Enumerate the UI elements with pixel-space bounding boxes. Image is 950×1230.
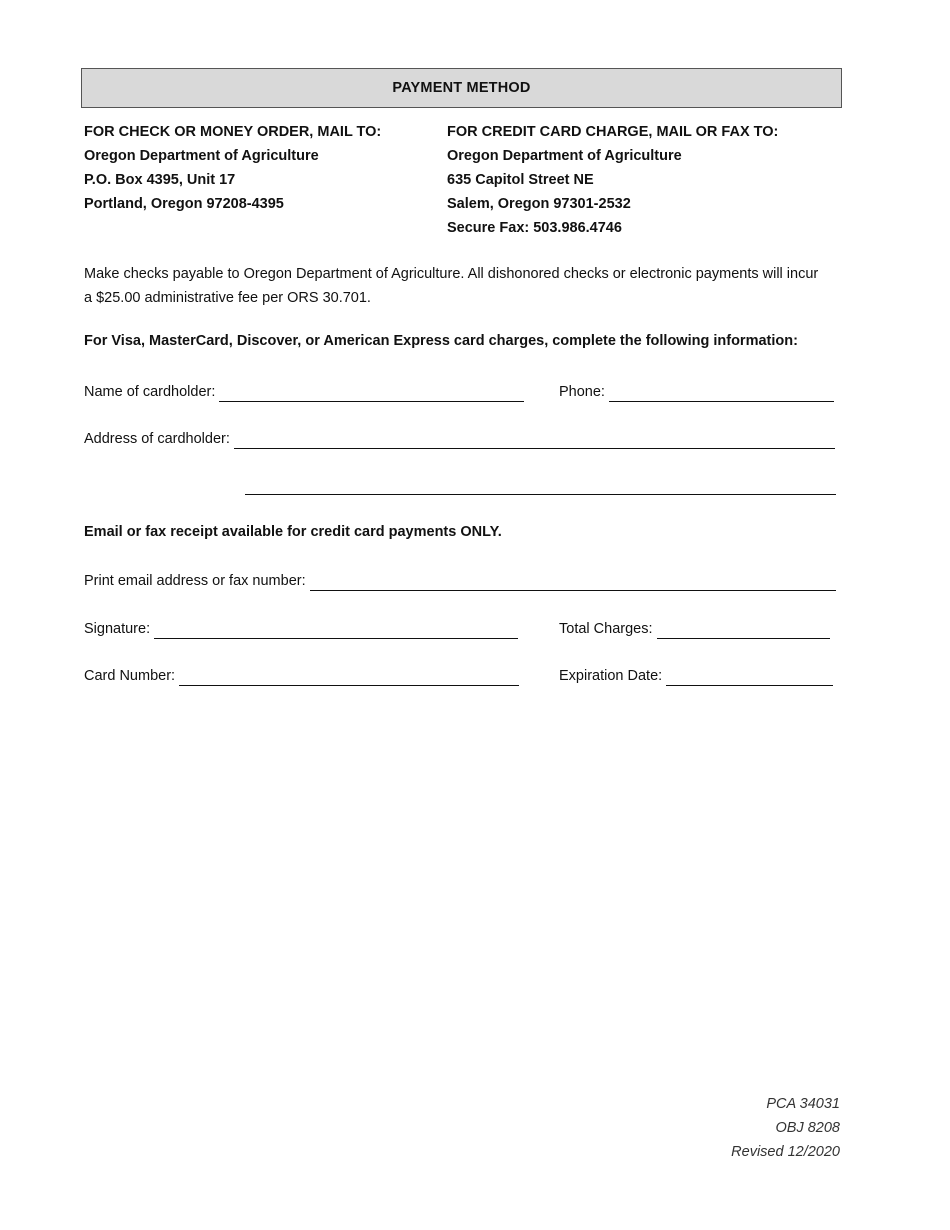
card-number-label: Card Number:: [84, 668, 176, 684]
total-charges-field[interactable]: [559, 619, 830, 639]
revision-date: Revised 12/2020: [731, 1144, 840, 1160]
payment-notice: Make checks payable to Oregon Department of Agriculture. All dishonored checks or electronic payments will incur a $25.00 administrative fee per ORS 30.701.: [84, 266, 819, 306]
form-footer: [731, 1092, 840, 1164]
cardholder-name-field[interactable]: [84, 382, 524, 402]
receipt-tail: .: [497, 524, 502, 540]
check-heading: FOR CHECK OR MONEY ORDER, MAIL TO:: [84, 124, 382, 140]
secure-fax: Secure Fax: 503.986.4746: [447, 220, 622, 236]
card-number-field[interactable]: [84, 666, 519, 686]
card-heading: FOR CREDIT CARD CHARGE, MAIL OR FAX TO:: [447, 124, 779, 140]
signature-label: Signature:: [84, 621, 151, 637]
form-code: OBJ 8208: [775, 1120, 840, 1136]
receipt-note: [84, 524, 502, 540]
email-fax-label: Print email address or fax number:: [84, 573, 306, 589]
card-address-line: 635 Capitol Street NE: [447, 172, 594, 188]
payment-method-header: [81, 68, 842, 108]
cardholder-address-input[interactable]: [234, 432, 835, 449]
receipt-emphasis: ONLY: [460, 524, 498, 540]
check-address-line: Portland, Oregon 97208-4395: [84, 196, 284, 212]
receipt-text: Email or fax receipt available for credit card payments: [84, 524, 461, 540]
expiration-date-input[interactable]: [666, 669, 833, 686]
total-charges-label: Total Charges:: [559, 621, 653, 637]
signature-input[interactable]: [154, 622, 518, 639]
cardholder-address-field[interactable]: [84, 429, 835, 449]
card-instructions: For Visa, MasterCard, Discover, or American Express card charges, complete the following information:: [84, 333, 798, 349]
phone-field[interactable]: [559, 382, 834, 402]
check-address-line: P.O. Box 4395, Unit 17: [84, 172, 236, 188]
header-title: PAYMENT METHOD: [392, 80, 531, 96]
card-number-input[interactable]: [179, 669, 519, 686]
total-charges-input[interactable]: [657, 622, 831, 639]
email-fax-input[interactable]: [310, 574, 836, 591]
phone-label: Phone:: [559, 384, 605, 400]
signature-field[interactable]: [84, 619, 518, 639]
check-mail-section: [84, 120, 381, 216]
form-code: PCA 34031: [766, 1096, 840, 1112]
cardholder-address-line-2[interactable]: [245, 493, 836, 495]
expiration-date-field[interactable]: [559, 666, 833, 686]
email-fax-field[interactable]: [84, 571, 836, 591]
check-address-line: Oregon Department of Agriculture: [84, 148, 319, 164]
cardholder-name-input[interactable]: [219, 385, 524, 402]
card-address-line: Salem, Oregon 97301-2532: [447, 196, 631, 212]
cardholder-name-label: Name of cardholder:: [84, 384, 216, 400]
card-mail-section: [447, 120, 778, 240]
cardholder-address-label: Address of cardholder:: [84, 431, 230, 447]
phone-input[interactable]: [609, 385, 834, 402]
card-address-line: Oregon Department of Agriculture: [447, 148, 682, 164]
expiration-date-label: Expiration Date:: [559, 668, 663, 684]
